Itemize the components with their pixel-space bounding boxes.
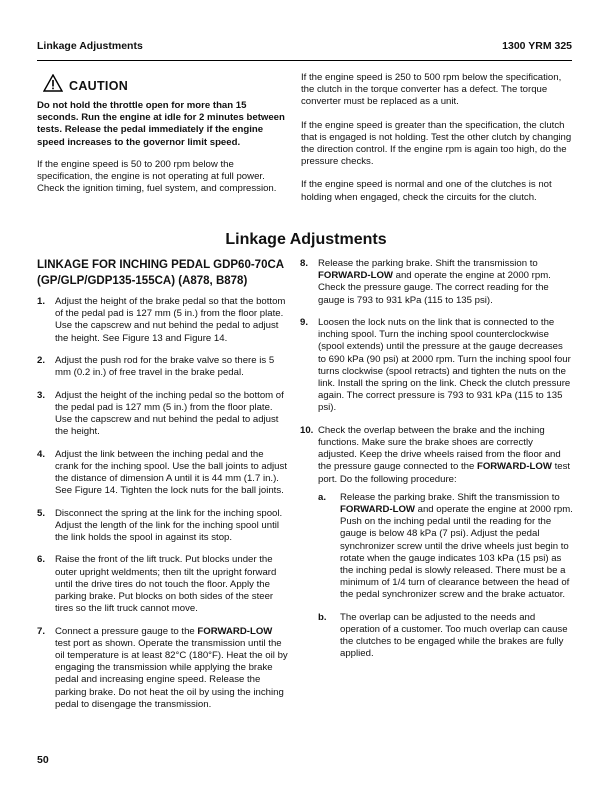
- header-rule: [37, 60, 572, 61]
- top-right-column: [301, 72, 573, 215]
- step-number: 5.: [37, 507, 46, 519]
- step-text-part: Release the parking brake. Shift the transmission to: [318, 258, 538, 269]
- caution-label: CAUTION: [69, 78, 129, 93]
- substep-list: [300, 492, 573, 661]
- paragraph: If the engine speed is normal and one of the clutches is not holding when engaged, check the circuits for the clutch.: [301, 179, 552, 203]
- substep-letter: a.: [318, 491, 327, 503]
- step-text: Loosen the lock nuts on the link that is connected to the inching spool. Turn the inching spool counterclockwise (spool extends) until the pressure at the gauge decreases to 690 kPa (90 psi) at 2000 rpm. Turn the inching spool four turns clockwise (spool retracts) and tighten the nuts on the link. Install the spring on the link. Check the clutch pressure again. The correct pressure is 793 to 931 kPa (115 to 135 psi).: [318, 317, 571, 414]
- step-8: [300, 258, 573, 307]
- step-text: Adjust the height of the inching pedal so the bottom of the pedal pad is 127 mm (5 in.) from the floor plate. Use the capscrew and nut behind the pedal to adjust the height.: [55, 389, 284, 438]
- step-text: [318, 425, 573, 486]
- caution-text: Do not hold the throttle open for more than 15 seconds. Run the engine at idle for 2 minutes between tests. Release the pedal immediately if the engine speed increases to the governor limit speed.: [37, 100, 285, 148]
- step-text-part: and operate the engine at 2000 rpm. Push on the inching pedal until the reading for the gauge is below 48 kPa (7 psi). Adjust the pedal synchronizer screw until the drive wheels just begin to rotate when the gauge indicates 103 kPa (15 psi) as the inching pedal is slowly released. There must be a minimum of 1/4 turn of clearance between the head of the pedal synchronizer screw and the brake actuator.: [340, 504, 573, 601]
- step-number: 3.: [37, 389, 46, 401]
- step-text: Adjust the link between the inching pedal and the crank for the inching spool. Use the ball joints to adjust the distance of dimension A until it is 44 mm (1.7 in.). See Figure 14. Tighten the lock nuts for the ball joints.: [55, 448, 287, 497]
- step-10: [300, 425, 573, 486]
- step-text: [318, 258, 573, 307]
- step-text-part: Check the overlap between the brake and the inching functions. Make sure the brake shoes are correctly adjusted. Keep the drive wheels raised from the floor and the pressure gauge connected to the: [318, 424, 561, 473]
- step-number: 2.: [37, 355, 46, 366]
- substep-b: [318, 612, 573, 661]
- step-6: [37, 554, 289, 615]
- step-number: 8.: [300, 258, 309, 269]
- substep-letter: b.: [318, 611, 327, 623]
- step-number: 1.: [37, 296, 46, 307]
- port-name: FORWARD-LOW: [197, 625, 273, 637]
- port-name: FORWARD-LOW: [340, 504, 415, 516]
- step-2: [37, 355, 289, 379]
- step-3: [37, 390, 289, 439]
- step-text-part: and operate the engine at 2000 rpm. Check the pressure gauge. The correct reading for the gauge is 793 to 931 kPa (115 to 135 psi).: [318, 270, 551, 306]
- document-number: 1300 YRM 325: [502, 40, 572, 52]
- page-number: 50: [37, 754, 49, 766]
- running-header-title: Linkage Adjustments: [37, 40, 143, 52]
- step-number: 7.: [37, 625, 46, 637]
- step-text: Adjust the height of the brake pedal so that the bottom of the pedal pad is 127 mm (5 in.) from the floor plate. Use the capscrew and nut behind the pedal to adjust the height. See Figure 13 and Figure 14.: [55, 296, 286, 344]
- substep-a: [318, 492, 573, 602]
- sub-heading: LINKAGE FOR INCHING PEDAL GDP60-70CA (GP/GLP/GDP135-155CA) (A878, B878): [37, 259, 284, 287]
- paragraph: If the engine speed is 250 to 500 rpm below the specification, the clutch in the torque converter has a defect. The torque converter must be replaced as a unit.: [301, 72, 562, 108]
- step-7: [37, 626, 289, 711]
- caution-heading: [43, 74, 288, 97]
- step-text-part: test port. Do the following procedure:: [318, 461, 571, 485]
- step-text: Raise the front of the lift truck. Put blocks under the outer upright weldments; then tilt the upright forward until the drive tires do not touch the floor. Apply the parking brake. Put blocks on both sides of the steer tires so the lift truck cannot move.: [55, 554, 277, 615]
- step-text-part: Release the parking brake. Shift the transmission to: [340, 491, 560, 503]
- port-name: FORWARD-LOW: [476, 461, 552, 473]
- substep-text: The overlap can be adjusted to the needs and operation of a customer. Too much overlap can cause the clutches to be engaged while the brakes are fully applied.: [340, 611, 568, 660]
- section-title: Linkage Adjustments: [225, 231, 387, 248]
- substep-text: [340, 492, 573, 602]
- step-text-part: Connect a pressure gauge to the: [55, 625, 198, 637]
- port-name: FORWARD-LOW: [318, 270, 393, 282]
- step-number: 9.: [300, 317, 309, 328]
- step-number: 10.: [300, 424, 314, 436]
- paragraph: If the engine speed is 50 to 200 rpm below the specification, the engine is not operating at full power. Check the ignition timing, fuel system, and compression.: [37, 158, 277, 195]
- step-4: [37, 449, 289, 498]
- step-1: [37, 296, 289, 345]
- step-text: Disconnect the spring at the link for the inching spool. Adjust the length of the link for the inching spool until the link holds the spool in against its stop.: [55, 507, 283, 543]
- right-column: [300, 258, 573, 670]
- left-column: [37, 258, 289, 721]
- paragraph: If the engine speed is greater than the specification, the clutch that is engaged is not holding. Test the other clutch by changing the direction control. If the engine rpm is again too high, do the pressure checks.: [301, 119, 572, 168]
- step-text-part: test port as shown. Operate the transmission until the oil temperature is at least 82°C (180°F). Heat the oil by engaging the transmission while applying the brake pedal and increasing engine speed. Release the parking brake. Do not heat the oil by using the inching pedal to disengage the transmission.: [55, 637, 288, 710]
- caution-block: [37, 74, 288, 195]
- step-9: [300, 317, 573, 415]
- step-number: 4.: [37, 448, 46, 460]
- step-number: 6.: [37, 554, 46, 566]
- warning-triangle-icon: [43, 74, 63, 97]
- step-text: [55, 626, 289, 711]
- step-5: [37, 508, 289, 545]
- step-text: Adjust the push rod for the brake valve so there is 5 mm (0.2 in.) of free travel in the brake pedal.: [55, 355, 275, 379]
